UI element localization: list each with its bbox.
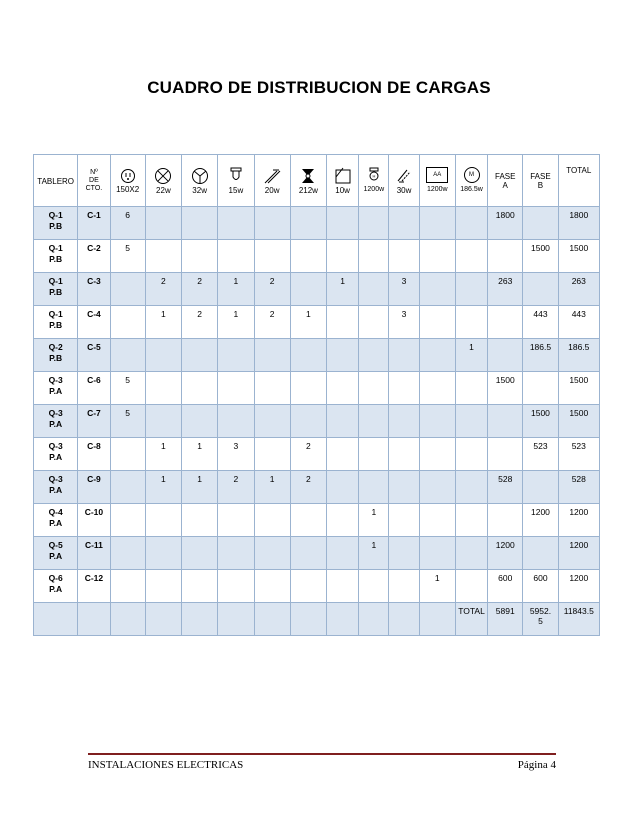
load-count-cell: 1: [419, 570, 455, 603]
load-count-cell: [455, 471, 487, 504]
circuit-cell: C-4: [78, 306, 110, 339]
load-count-cell: 2: [290, 471, 326, 504]
load-count-cell: [419, 240, 455, 273]
load-count-cell: [359, 273, 389, 306]
load-count-cell: [290, 372, 326, 405]
load-count-cell: [389, 438, 419, 471]
load-count-cell: [419, 372, 455, 405]
load-count-cell: 2: [218, 471, 254, 504]
load-count-cell: [290, 504, 326, 537]
load-count-cell: [218, 372, 254, 405]
load-count-cell: [110, 273, 145, 306]
load-count-cell: [145, 405, 181, 438]
load-count-cell: [419, 207, 455, 240]
table-row: [34, 438, 600, 471]
load-count-cell: [327, 570, 359, 603]
load-count-cell: [327, 504, 359, 537]
tablero-id: Q-3: [48, 408, 63, 418]
load-count-cell: [145, 504, 181, 537]
spotlight-icon: [263, 167, 281, 185]
tablero-id: Q-1: [48, 276, 63, 286]
circuit-cell: C-8: [78, 438, 110, 471]
load-count-cell: [359, 570, 389, 603]
tablero-floor: P.B: [49, 254, 63, 264]
load-count-cell: 3: [389, 273, 419, 306]
load-count-cell: [419, 438, 455, 471]
fase-a-cell: [488, 240, 523, 273]
totals-fase-b-line1: 5952.: [529, 606, 552, 616]
table-row: [34, 339, 600, 372]
fase-b-cell: 600: [523, 570, 558, 603]
circuit-cell: C-7: [78, 405, 110, 438]
fase-b-cell: [523, 537, 558, 570]
tablero-cell: [34, 306, 78, 339]
load-count-cell: 1: [359, 504, 389, 537]
load-count-cell: [455, 240, 487, 273]
load-count-cell: 2: [254, 273, 290, 306]
tablero-cell: [34, 339, 78, 372]
tablero-id: Q-6: [48, 573, 63, 583]
table-row: [34, 372, 600, 405]
table-row: [34, 471, 600, 504]
table-row: [34, 207, 600, 240]
total-cell: 1200: [558, 537, 599, 570]
load-count-cell: [419, 537, 455, 570]
load-count-cell: 1: [145, 306, 181, 339]
fase-a-cell: 263: [488, 273, 523, 306]
empty-cell: [34, 603, 78, 636]
load-count-cell: [419, 504, 455, 537]
load-count-cell: [359, 372, 389, 405]
load-count-cell: 2: [182, 273, 218, 306]
fase-b-cell: 523: [523, 438, 558, 471]
fase-b-cell: 186.5: [523, 339, 558, 372]
load-count-cell: [290, 570, 326, 603]
load-count-cell: [327, 306, 359, 339]
table-row: [34, 306, 600, 339]
floodlight-icon: [299, 167, 317, 185]
tablero-id: Q-4: [48, 507, 63, 517]
load-count-cell: 1: [254, 471, 290, 504]
total-cell: 443: [558, 306, 599, 339]
table-row: [34, 504, 600, 537]
header-lamp-212w: 212w: [290, 155, 326, 207]
fase-b-cell: [523, 273, 558, 306]
fase-a-cell: [488, 306, 523, 339]
tablero-floor: P.A: [49, 518, 63, 528]
tablero-id: Q-1: [48, 309, 63, 319]
load-count-cell: [389, 339, 419, 372]
fan-icon: [395, 167, 413, 185]
empty-cell: [389, 603, 419, 636]
load-count-cell: [110, 471, 145, 504]
tablero-floor: P.B: [49, 353, 63, 363]
load-count-cell: [254, 438, 290, 471]
tablero-cell: [34, 438, 78, 471]
load-count-cell: [254, 570, 290, 603]
fase-b-cell: [523, 372, 558, 405]
load-count-cell: 1: [218, 273, 254, 306]
header-total: TOTAL: [558, 155, 599, 207]
tablero-floor: P.B: [49, 287, 63, 297]
header-lamp-32w: 32w: [182, 155, 218, 207]
load-count-cell: [290, 339, 326, 372]
fase-a-cell: [488, 405, 523, 438]
fase-b-cell: [523, 207, 558, 240]
load-count-cell: [359, 471, 389, 504]
load-distribution-table: [33, 154, 600, 636]
empty-cell: [359, 603, 389, 636]
load-count-cell: 1: [327, 273, 359, 306]
load-count-cell: [182, 537, 218, 570]
header-motor-186w: M 186.5w: [455, 155, 487, 207]
motor-icon: M: [464, 167, 480, 183]
totals-fase-b: [523, 603, 558, 636]
fase-a-cell: 1500: [488, 372, 523, 405]
load-count-cell: 1: [145, 471, 181, 504]
load-count-cell: [254, 372, 290, 405]
load-count-cell: [389, 240, 419, 273]
circuit-cell: C-10: [78, 504, 110, 537]
load-count-cell: [327, 537, 359, 570]
load-count-cell: [110, 438, 145, 471]
load-count-cell: [455, 273, 487, 306]
load-count-cell: [455, 537, 487, 570]
load-count-cell: [110, 504, 145, 537]
table-row: [34, 240, 600, 273]
load-count-cell: [290, 405, 326, 438]
load-count-cell: [455, 504, 487, 537]
load-count-cell: 3: [218, 438, 254, 471]
empty-cell: [78, 603, 110, 636]
fase-a-cell: 528: [488, 471, 523, 504]
load-count-cell: [389, 537, 419, 570]
load-count-cell: [110, 306, 145, 339]
tablero-floor: P.A: [49, 452, 63, 462]
tablero-id: Q-5: [48, 540, 63, 550]
load-count-cell: [145, 570, 181, 603]
load-count-cell: 3: [389, 306, 419, 339]
fase-b-cell: 1500: [523, 405, 558, 438]
load-count-cell: 1: [182, 471, 218, 504]
load-count-cell: [182, 339, 218, 372]
load-count-cell: [327, 438, 359, 471]
header-lamp-22w: 22w: [145, 155, 181, 207]
load-count-cell: [218, 207, 254, 240]
load-count-cell: [254, 207, 290, 240]
tablero-floor: P.B: [49, 221, 63, 231]
pendant-lamp-icon: [191, 167, 209, 185]
load-count-cell: [145, 339, 181, 372]
load-count-cell: [389, 504, 419, 537]
totals-total: 11843.5: [558, 603, 599, 636]
total-cell: 1200: [558, 504, 599, 537]
load-count-cell: [110, 570, 145, 603]
load-count-cell: [455, 405, 487, 438]
header-fase-a: FASE A: [488, 155, 523, 207]
load-count-cell: [290, 240, 326, 273]
load-count-cell: [218, 339, 254, 372]
header-fase-b: FASE B: [523, 155, 558, 207]
load-count-cell: [389, 405, 419, 438]
tablero-cell: [34, 504, 78, 537]
tablero-id: Q-3: [48, 375, 63, 385]
load-count-cell: [145, 240, 181, 273]
load-count-cell: [182, 207, 218, 240]
tablero-floor: P.A: [49, 485, 63, 495]
fase-b-cell: 1200: [523, 504, 558, 537]
header-heater-1200w: H 1200w: [359, 155, 389, 207]
load-count-cell: [327, 372, 359, 405]
load-count-cell: [290, 207, 326, 240]
circuit-cell: C-9: [78, 471, 110, 504]
outlet-icon: [120, 168, 136, 184]
fase-a-cell: [488, 339, 523, 372]
tablero-cell: [34, 537, 78, 570]
load-count-cell: [110, 339, 145, 372]
circuit-cell: C-3: [78, 273, 110, 306]
load-count-cell: [359, 240, 389, 273]
empty-cell: [254, 603, 290, 636]
load-count-cell: [389, 471, 419, 504]
load-count-cell: 2: [182, 306, 218, 339]
total-cell: 1800: [558, 207, 599, 240]
load-count-cell: [455, 372, 487, 405]
header-lamp-10w: 10w: [327, 155, 359, 207]
tablero-floor: P.A: [49, 551, 63, 561]
load-count-cell: [359, 438, 389, 471]
load-count-cell: [389, 372, 419, 405]
tablero-floor: P.B: [49, 320, 63, 330]
total-cell: 186.5: [558, 339, 599, 372]
load-count-cell: [419, 405, 455, 438]
load-count-cell: [455, 306, 487, 339]
load-count-cell: [254, 504, 290, 537]
load-count-cell: [254, 339, 290, 372]
sign-box-icon: [334, 167, 352, 185]
tablero-id: Q-3: [48, 474, 63, 484]
tablero-floor: P.A: [49, 584, 63, 594]
total-cell: 1500: [558, 405, 599, 438]
table-row: [34, 273, 600, 306]
load-count-cell: [455, 570, 487, 603]
heater-icon: [366, 167, 382, 183]
totals-label: TOTAL: [455, 603, 487, 636]
total-cell: 263: [558, 273, 599, 306]
ceiling-lamp-icon: [154, 167, 172, 185]
table-row: [34, 537, 600, 570]
load-count-cell: [389, 207, 419, 240]
load-count-cell: 5: [110, 240, 145, 273]
empty-cell: [110, 603, 145, 636]
load-count-cell: [254, 405, 290, 438]
fase-b-cell: 1500: [523, 240, 558, 273]
totals-row: [34, 603, 600, 636]
load-count-cell: 6: [110, 207, 145, 240]
fase-b-cell: 443: [523, 306, 558, 339]
load-count-cell: [327, 207, 359, 240]
page-footer: [88, 753, 556, 771]
circuit-cell: C-11: [78, 537, 110, 570]
empty-cell: [419, 603, 455, 636]
load-count-cell: [182, 372, 218, 405]
header-lamp-15w: 15w: [218, 155, 254, 207]
tablero-cell: [34, 240, 78, 273]
svg-text:H: H: [372, 173, 376, 179]
load-count-cell: [218, 570, 254, 603]
footer-page-number: Página 4: [517, 759, 556, 771]
load-count-cell: [359, 207, 389, 240]
load-count-cell: 2: [145, 273, 181, 306]
tablero-cell: [34, 372, 78, 405]
wall-lamp-icon: [227, 167, 245, 185]
fase-a-cell: 600: [488, 570, 523, 603]
load-count-cell: 1: [145, 438, 181, 471]
empty-cell: [218, 603, 254, 636]
load-count-cell: [145, 537, 181, 570]
footer-document-title: INSTALACIONES ELECTRICAS: [88, 759, 244, 771]
load-count-cell: [327, 471, 359, 504]
circuit-cell: C-12: [78, 570, 110, 603]
fase-a-cell: [488, 438, 523, 471]
header-tablero: TABLERO: [34, 155, 78, 207]
load-count-cell: [218, 405, 254, 438]
circuit-cell: C-5: [78, 339, 110, 372]
load-count-cell: [182, 570, 218, 603]
load-count-cell: [218, 537, 254, 570]
fase-a-cell: [488, 504, 523, 537]
tablero-cell: [34, 207, 78, 240]
header-fan-30w: 30w: [389, 155, 419, 207]
header-n-de-cto: Nº DE CTO.: [78, 155, 110, 207]
fase-b-cell: [523, 471, 558, 504]
empty-cell: [145, 603, 181, 636]
tablero-floor: P.A: [49, 386, 63, 396]
tablero-id: Q-3: [48, 441, 63, 451]
load-count-cell: [218, 240, 254, 273]
header-row: [34, 155, 600, 207]
page-title: CUADRO DE DISTRIBUCION DE CARGAS: [147, 78, 491, 97]
load-count-cell: [327, 339, 359, 372]
circuit-cell: C-2: [78, 240, 110, 273]
load-count-cell: [455, 438, 487, 471]
load-count-cell: [419, 339, 455, 372]
tablero-floor: P.A: [49, 419, 63, 429]
total-cell: 528: [558, 471, 599, 504]
table-row: [34, 405, 600, 438]
tablero-cell: [34, 471, 78, 504]
total-cell: 1500: [558, 372, 599, 405]
load-count-cell: [290, 273, 326, 306]
circuit-cell: C-1: [78, 207, 110, 240]
load-count-cell: [145, 372, 181, 405]
load-count-cell: [359, 306, 389, 339]
load-count-cell: 2: [254, 306, 290, 339]
load-count-cell: [290, 537, 326, 570]
empty-cell: [290, 603, 326, 636]
load-count-cell: 1: [182, 438, 218, 471]
load-count-cell: 1: [455, 339, 487, 372]
load-count-cell: [182, 240, 218, 273]
table-row: [34, 570, 600, 603]
tablero-id: Q-1: [48, 210, 63, 220]
load-count-cell: [419, 273, 455, 306]
load-count-cell: 5: [110, 405, 145, 438]
load-count-cell: [254, 240, 290, 273]
header-lamp-20w: 20w: [254, 155, 290, 207]
load-count-cell: [359, 339, 389, 372]
load-count-cell: [182, 405, 218, 438]
total-cell: 523: [558, 438, 599, 471]
tablero-cell: [34, 273, 78, 306]
load-count-cell: [110, 537, 145, 570]
tablero-cell: [34, 570, 78, 603]
empty-cell: [327, 603, 359, 636]
header-outlet: 150X2: [110, 155, 145, 207]
fase-a-cell: 1200: [488, 537, 523, 570]
load-count-cell: [218, 504, 254, 537]
circuit-cell: C-6: [78, 372, 110, 405]
load-count-cell: [455, 207, 487, 240]
load-count-cell: [145, 207, 181, 240]
load-count-cell: [327, 405, 359, 438]
load-count-cell: 5: [110, 372, 145, 405]
tablero-id: Q-1: [48, 243, 63, 253]
load-count-cell: [389, 570, 419, 603]
load-count-cell: 2: [290, 438, 326, 471]
load-count-cell: 1: [359, 537, 389, 570]
load-count-cell: [327, 240, 359, 273]
fase-a-cell: 1800: [488, 207, 523, 240]
load-count-cell: [419, 471, 455, 504]
header-ac-1200w: AA 1200w: [419, 155, 455, 207]
totals-fase-b-line2: 5: [538, 616, 543, 626]
total-cell: 1500: [558, 240, 599, 273]
air-conditioner-icon: AA: [426, 167, 448, 183]
load-count-cell: [254, 537, 290, 570]
total-cell: 1200: [558, 570, 599, 603]
load-count-cell: 1: [218, 306, 254, 339]
load-count-cell: [359, 405, 389, 438]
tablero-id: Q-2: [48, 342, 63, 352]
load-count-cell: 1: [290, 306, 326, 339]
load-count-cell: [419, 306, 455, 339]
tablero-cell: [34, 405, 78, 438]
totals-fase-a: 5891: [488, 603, 523, 636]
load-count-cell: [182, 504, 218, 537]
empty-cell: [182, 603, 218, 636]
